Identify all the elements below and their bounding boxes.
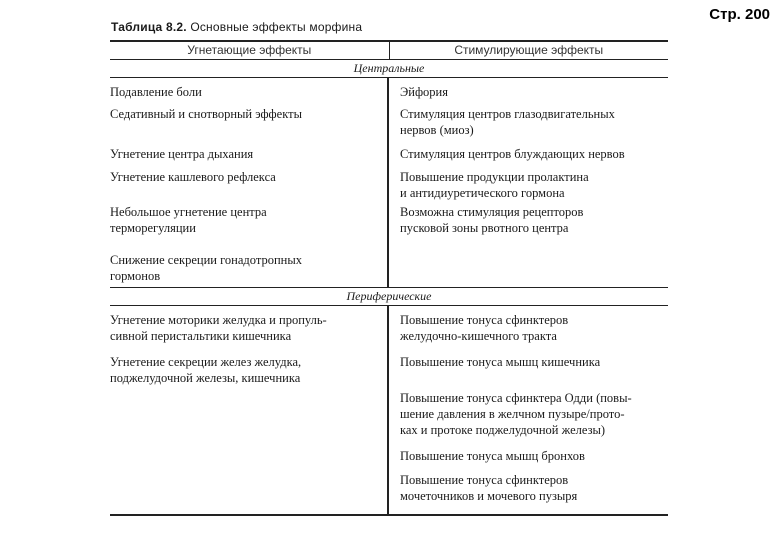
section-body-peripheral <box>110 306 668 516</box>
page-number-label: Стр. 200 <box>709 6 770 23</box>
table-cell: Седативный и снотворный эффекты <box>110 107 302 121</box>
table-cell: Снижение секреции гонадотропных гормонов <box>110 253 302 283</box>
table-cell: Стимуляция центров блуждающих нервов <box>400 147 625 161</box>
table-cell: Повышение тонуса мышц кишечника <box>400 355 601 369</box>
table-number: Таблица 8.2. <box>111 20 187 34</box>
table-cell: Угнетение секреции желез желудка, поджелудочной железы, кишечника <box>110 355 302 385</box>
table-cell: Небольшое угнетение центра терморегуляции <box>110 205 267 235</box>
table-cell: Возможна стимуляция рецепторов пусковой зоны рвотного центра <box>400 205 584 235</box>
effects-table <box>110 40 668 516</box>
table-cell: Угнетение моторики желудка и пропуль- сивной перистальтики кишечника <box>110 313 327 343</box>
table-title: Основные эффекты морфина <box>190 20 363 34</box>
section-title-peripheral: Периферические <box>110 288 668 306</box>
table-cell: Угнетение центра дыхания <box>110 147 254 161</box>
table-cell: Повышение тонуса сфинктеров желудочно-кишечного тракта <box>400 313 569 343</box>
table-cell: Повышение продукции пролактина и антидиуретического гормона <box>400 170 589 200</box>
table-cell: Повышение тонуса мышц бронхов <box>400 449 585 463</box>
header-stimulant-effects: Стимулирующие эффекты <box>454 43 604 57</box>
section-body-central <box>110 78 668 288</box>
table-cell: Подавление боли <box>110 85 202 99</box>
table-cell: Повышение тонуса сфинктера Одди (повы- шение давления в желчном пузыре/прото- ках и протоке поджелудочной железы) <box>400 391 632 437</box>
table-caption <box>111 20 362 34</box>
table-header-row <box>110 42 668 60</box>
section-title-central: Центральные <box>110 60 668 78</box>
header-depressant-effects: Угнетающие эффекты <box>110 42 390 59</box>
table-cell: Угнетение кашлевого рефлекса <box>110 170 276 184</box>
table-cell: Повышение тонуса сфинктеров мочеточников и мочевого пузыря <box>400 473 578 503</box>
table-cell: Стимуляция центров глазодвигательных нервов (миоз) <box>400 107 615 137</box>
column-divider <box>387 306 389 514</box>
column-divider <box>387 78 389 287</box>
table-cell: Эйфория <box>400 85 448 99</box>
